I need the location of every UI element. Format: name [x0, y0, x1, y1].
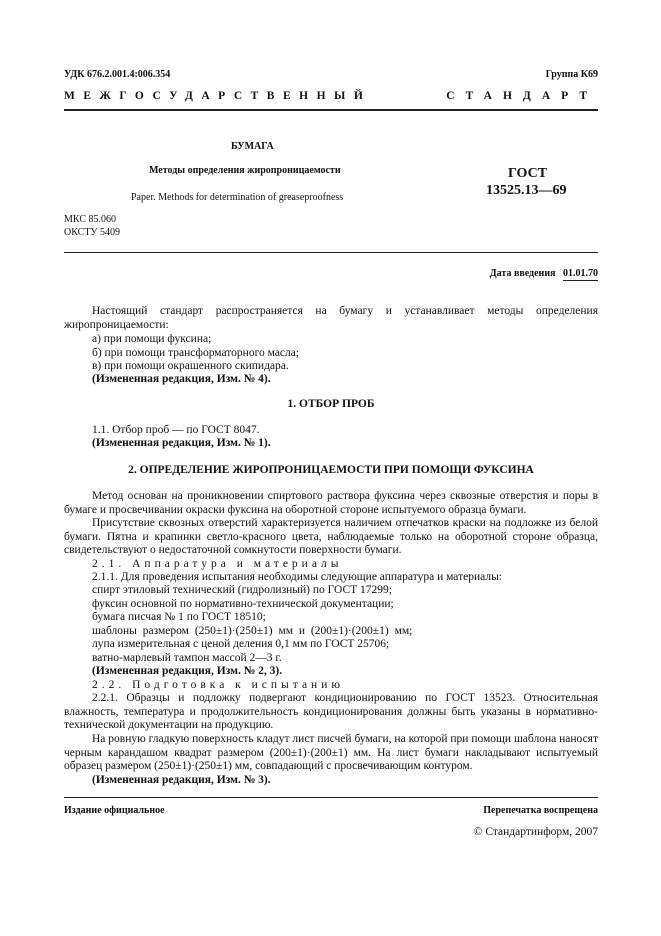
gost-label: ГОСТ — [508, 166, 548, 181]
copyright: © Стандартинформ, 2007 — [473, 826, 598, 838]
banner-right: СТАНДАРТ — [446, 90, 598, 102]
amendment-note: (Измененная редакция, Изм. № 4). — [92, 373, 271, 385]
official-edition: Издание официальное — [64, 805, 165, 816]
section-1-heading: 1. ОТБОР ПРОБ — [287, 398, 375, 410]
material-item: бумага писчая № 1 по ГОСТ 18510; — [92, 611, 266, 623]
method-item-c: в) при помощи окрашенного скипидара. — [92, 360, 289, 372]
clause-2-2-title: 2.2. Подготовка к испытанию — [92, 679, 344, 691]
method-item-b: б) при помощи трансформаторного масла; — [92, 347, 300, 359]
group-code: Группа К69 — [545, 69, 598, 80]
clause-2-1-1: 2.1.1. Для проведения испытания необходимы следующие аппаратура и материалы: — [92, 571, 503, 583]
header-rule — [64, 109, 598, 111]
footer-rule — [64, 797, 598, 798]
section-2-heading: 2. ОПРЕДЕЛЕНИЕ ЖИРОПРОНИЦАЕМОСТИ ПРИ ПОМОЩИ ФУКСИНА — [128, 464, 534, 476]
okstu-code: ОКСТУ 5409 — [64, 227, 121, 238]
method-paragraph: Метод основан на проникновении спиртового раствора фуксина через сквозные отверстия и поры в бумаге и просвечивании окраски фуксина на оборотной стороне испытуемого образца бумаги. — [64, 490, 598, 516]
gost-number: 13525.13—69 — [486, 183, 567, 198]
introduction-date — [490, 268, 598, 279]
amendment-note: (Измененная редакция, Изм. № 3). — [92, 774, 271, 786]
amendment-note: (Измененная редакция, Изм. № 1). — [92, 437, 271, 449]
material-item: шаблоны размером (250±1)·(250±1) мм и (200±1)·(200±1) мм; — [92, 625, 413, 637]
udk-code: УДК 676.2.001.4:006.354 — [64, 69, 171, 80]
intro-paragraph: Настоящий стандарт распространяется на бумагу и устанавливает методы определения жиропроницаемости: — [64, 305, 598, 331]
document-subtitle: Методы определения жиропроницаемости — [149, 165, 341, 176]
material-item: спирт этиловый технический (гидролизный) по ГОСТ 17299; — [92, 584, 392, 596]
reprint-prohibited: Перепечатка воспрещена — [483, 805, 598, 816]
amendment-note: (Измененная редакция, Изм. № 2, 3). — [92, 665, 283, 677]
material-item: лупа измерительная с ценой деления 0,1 мм по ГОСТ 25706; — [92, 638, 390, 650]
date-value: 01.01.70 — [563, 268, 598, 279]
standard-banner — [64, 90, 598, 102]
date-label: Дата введения — [489, 268, 556, 279]
clause-1-1: 1.1. Отбор проб — по ГОСТ 8047. — [92, 424, 260, 436]
sample-placement-paragraph: На ровную гладкую поверхность кладут лист писчей бумаги, на которой при помощи шаблона наносят черным карандашом квадрат размером (200±1)·(200±1) мм. На лист бумаги накладывают испытуемый образец размером (250±1)·(250±1) мм, совпадающий с просвечивающим контуром. — [64, 733, 598, 773]
clause-2-1-title: 2.1. Аппаратура и материалы — [92, 558, 343, 570]
material-item: ватно-марлевый тампон массой 2—3 г. — [92, 652, 282, 664]
title-rule — [64, 252, 598, 253]
holes-paragraph: Присутствие сквозных отверстий характеризуется наличием отпечатков краски на подложке из белой бумаги. Пятна и крапинки светло-красного цвета, наблюдаемые только на оборотной стороне образца, свидетельствуют о недостаточной сомкнутости поверхности бумаги. — [64, 517, 598, 557]
mks-code: МКС 85.060 — [64, 214, 116, 225]
english-title: Paper. Methods for determination of greaseproofness — [131, 192, 344, 203]
material-item: фуксин основной по нормативно-технической документации; — [92, 598, 394, 610]
clause-2-2-1: 2.2.1. Образцы и подложку подвергают кондиционированию по ГОСТ 13523. Относительная влажность, температура и продолжительность кондиционирования должны быть указаны в нормативно-технической документации на продукцию. — [64, 692, 598, 732]
document-title: БУМАГА — [231, 141, 274, 152]
method-item-a: а) при помощи фуксина; — [92, 333, 212, 345]
banner-left: МЕЖГОСУДАРСТВЕННЫЙ — [64, 90, 372, 102]
